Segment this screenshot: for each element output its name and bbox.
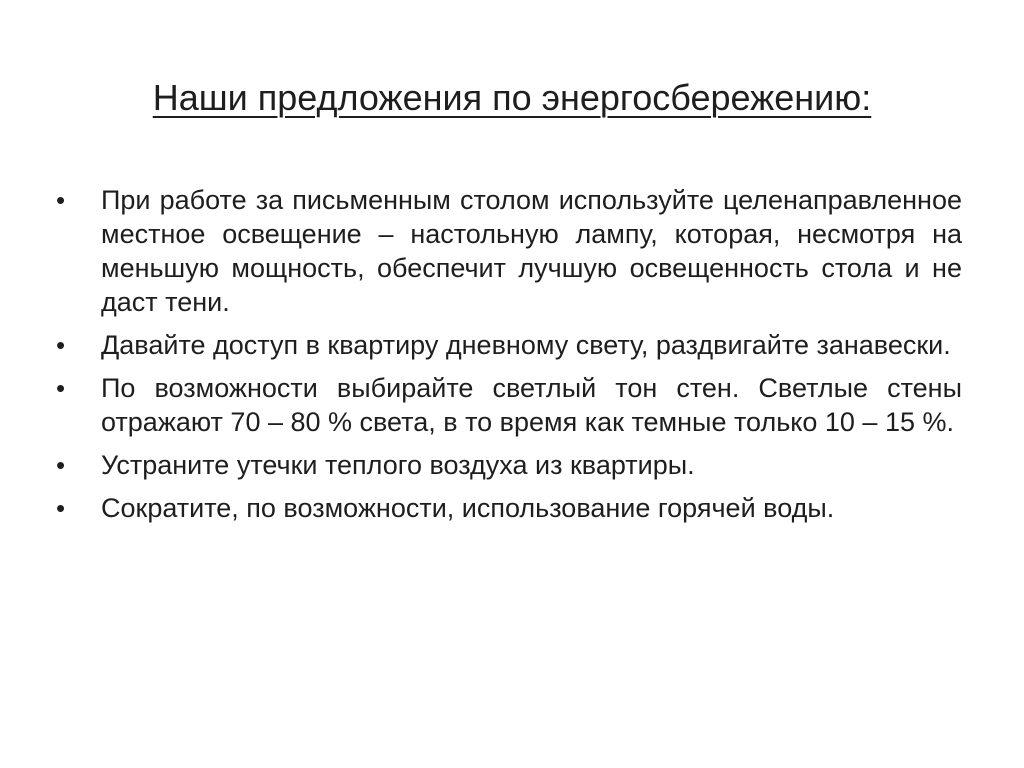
bullet-text: При работе за письменным столом используйте целенаправленное местное освещение – настольную лампу, которая, несмотря на меньшую мощность, обеспечит лучшую освещенность стола и не даст тени. <box>101 185 962 317</box>
bullet-item <box>56 371 962 439</box>
bullet-text: Устраните утечки теплого воздуха из квартиры. <box>101 450 695 480</box>
bullet-icon: • <box>56 373 66 403</box>
bullet-item <box>56 328 962 362</box>
bullet-item <box>56 183 962 319</box>
bullet-item <box>56 491 962 525</box>
bullet-text: Давайте доступ в квартиру дневному свету, раздвигайте занавески. <box>101 330 951 360</box>
bullet-icon: • <box>56 185 66 215</box>
bullet-icon: • <box>56 330 66 360</box>
slide-title: Наши предложения по энергосбережению: <box>152 77 872 118</box>
bullet-text: По возможности выбирайте светлый тон стен. Светлые стены отражают 70 – 80 % света, в то время как темные только 10 – 15 %. <box>101 373 962 437</box>
bullet-text: Сократите, по возможности, использование горячей воды. <box>101 493 835 523</box>
bullet-item <box>56 448 962 482</box>
bullet-list <box>56 183 962 534</box>
bullet-icon: • <box>56 450 66 480</box>
bullet-icon: • <box>56 493 66 523</box>
